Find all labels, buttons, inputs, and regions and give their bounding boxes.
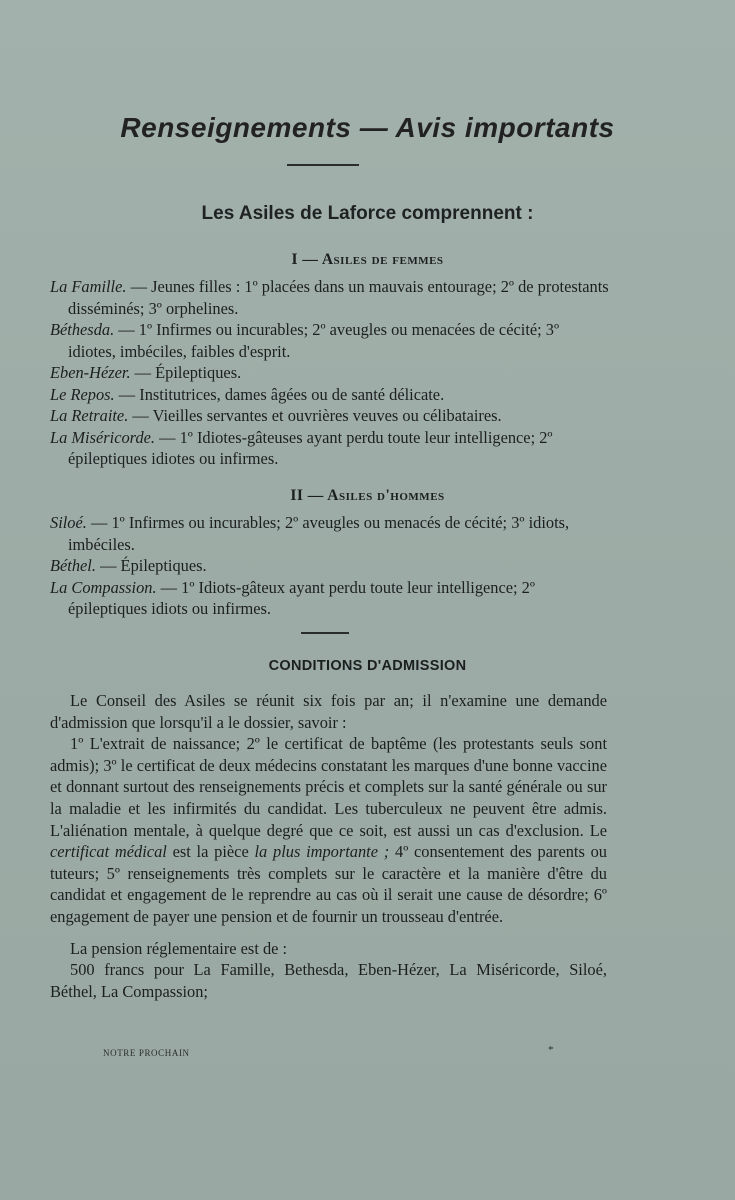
paragraph: Le Conseil des Asiles se réunit six fois par an; il n'examine une demande d'admission que lorsqu'il a le dossier, savoir : [50,691,607,732]
list-item [50,384,610,406]
section-heading-men [0,487,735,505]
asylum-name: La Miséricorde. [50,427,156,447]
asylum-name: Eben-Hézer. [50,363,131,382]
asylum-description: — 1º Infirmes ou incurables; 2º aveugles ou menacés de cécité; 3º idiots, imbéciles. [68,513,570,554]
asylum-description: — 1º Idiotes-gâteuses ayant perdu toute leur intelligence; 2º épileptiques idiotes ou infirmes. [68,427,553,468]
asylum-description: — Épileptiques. [95,556,207,575]
section-divider [301,632,349,634]
men-asylum-list [50,512,610,620]
list-item [50,427,610,470]
section-heading-women-text: I — Asiles de femmes [291,251,444,268]
paragraph-text: 4º consentement des parents ou tuteurs; 5º renseignements très complets sur le caractère et la manière d'être du candidat et engagement de le reprendre au cas où il serait une cause de désordre; 6º engagement de payer une pension et de fournir un trousseau d'entrée. [50,842,607,926]
asylum-name: La Famille. [50,277,127,296]
conditions-heading: CONDITIONS D'ADMISSION [268,658,467,674]
list-item [50,276,610,319]
asylum-description: — Vieilles servantes et ouvrières veuves ou célibataires. [128,406,502,425]
emphasis-text: certificat médical [50,842,167,862]
asylum-description: — 1º Infirmes ou incurables; 2º aveugles ou menacées de cécité; 3º idiotes, imbéciles, faibles d'esprit. [68,320,560,361]
title-divider [287,164,359,166]
paragraph-text: est la pièce [166,842,255,862]
emphasis-text: la plus importante ; [254,842,390,862]
asylum-name: Béthesda. [50,320,115,339]
subtitle: Les Asiles de Laforce comprennent : [201,203,534,224]
asylum-description: — 1º Idiots-gâteux ayant perdu toute leur intelligence; 2º épileptiques idiots ou infirmes. [68,577,535,618]
paragraph [50,733,607,927]
list-item [50,405,610,427]
page-title: Renseignements — Avis importants [120,112,615,143]
catchword: NOTRE PROCHAIN [103,1048,190,1058]
asylum-name: La Retraite. [50,406,129,425]
list-item [50,319,610,362]
section-heading-women [0,251,735,269]
asylum-name: La Compassion. [50,577,157,597]
asylum-name: Siloé. [50,513,87,532]
asylum-description: — Institutrices, dames âgées ou de santé délicate. [114,384,445,404]
list-item [50,512,610,555]
asylum-description: — Épileptiques. [130,363,242,382]
paragraph: 500 francs pour La Famille, Bethesda, Eben-Hézer, La Miséricorde, Siloé, Béthel, La Compassion; [50,960,607,1001]
signature-mark: * [548,1044,554,1056]
paragraph: La pension réglementaire est de : [70,938,288,958]
section-heading-men-text: II — Asiles d'hommes [290,487,445,504]
list-item [50,362,610,384]
conditions-body [50,690,607,1002]
asylum-name: Béthel. [50,556,96,575]
asylum-name: Le Repos. [50,384,115,404]
paragraph-text: 1º L'extrait de naissance; 2º le certificat de baptême (les protestants seuls sont admis); 3º le certificat de deux médecins constatant les marques d'une bonne vaccine et donnant surtout des renseignements précis et complets sur la santé générale ou sur la maladie et les infirmités du candidat. Les tuberculeux ne peuvent être admis. L'aliénation mentale, à quelque degré que ce soit, est aussi un cas d'exclusion. Le [50,734,607,840]
list-item [50,555,610,577]
asylum-description: — Jeunes filles : 1º placées dans un mauvais entourage; 2º de protestants disséminés; 3º orphelines. [68,277,609,318]
women-asylum-list [50,276,610,470]
list-item [50,577,610,620]
